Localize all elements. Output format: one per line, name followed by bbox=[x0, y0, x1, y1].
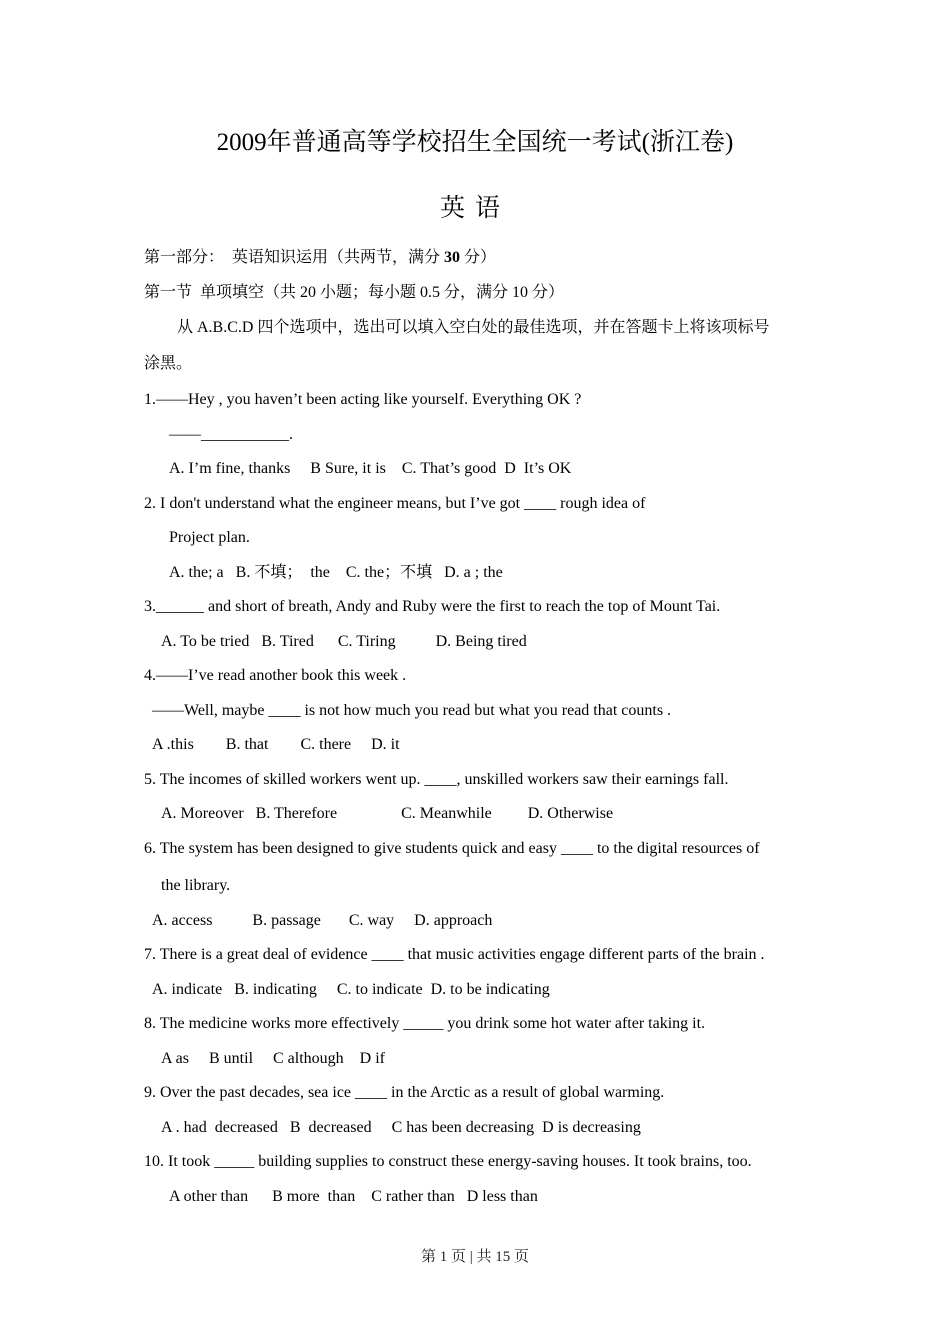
question-5-stem: 5. The incomes of skilled workers went up. ____, unskilled workers saw their earnings fall. bbox=[144, 771, 729, 788]
part-heading bbox=[144, 248, 496, 268]
question-10-stem: 10. It took _____ building supplies to construct these energy-saving houses. It took brains, too. bbox=[144, 1153, 752, 1170]
question-6-options: A. access B. passage C. way D. approach bbox=[152, 912, 493, 929]
question-10-options: A other than B more than C rather than D less than bbox=[169, 1188, 538, 1205]
question-4-response: ——Well, maybe ____ is not how much you read but what you read that counts . bbox=[152, 702, 672, 719]
section-heading: 第一节 单项填空（共 20 小题；每小题 0.5 分，满分 10 分） bbox=[144, 284, 565, 301]
question-8-stem: 8. The medicine works more effectively _____ you drink some hot water after taking it. bbox=[144, 1015, 706, 1032]
exam-title: 2009年普通高等学校招生全国统一考试(浙江卷) bbox=[216, 129, 734, 156]
question-3-stem: 3.______ and short of breath, Andy and Ruby were the first to reach the top of Mount Tai. bbox=[144, 598, 721, 615]
question-2-options: A. the; a B. 不填； the C. the；不填 D. a ; the bbox=[169, 564, 503, 581]
subject-title: 英语 bbox=[439, 195, 510, 222]
part-prefix: 第一部分： 英语知识运用（共两节，满分 bbox=[144, 249, 445, 266]
question-7-options: A. indicate B. indicating C. to indicate D. to be indicating bbox=[152, 981, 550, 998]
question-1-options: A. I’m fine, thanks B Sure, it is C. That’s good D It’s OK bbox=[169, 460, 572, 477]
question-9-stem: 9. Over the past decades, sea ice ____ in the Arctic as a result of global warming. bbox=[144, 1084, 665, 1101]
question-6-stem: 6. The system has been designed to give students quick and easy ____ to the digital resources of bbox=[144, 840, 760, 857]
question-3-options: A. To be tried B. Tired C. Tiring D. Being tired bbox=[161, 633, 527, 650]
page-footer: 第 1 页 | 共 15 页 bbox=[420, 1249, 529, 1265]
question-2-stem: 2. I don't understand what the engineer means, but I’ve got ____ rough idea of bbox=[144, 495, 646, 512]
question-6-stem-cont: the library. bbox=[161, 877, 231, 894]
question-4-stem: 4.——I’ve read another book this week . bbox=[144, 667, 407, 684]
instruction-line-2: 涂黑。 bbox=[144, 355, 193, 372]
question-7-stem: 7. There is a great deal of evidence ____ that music activities engage different parts of the brain . bbox=[144, 946, 765, 963]
part-suffix: 分） bbox=[460, 249, 497, 266]
question-5-options: A. Moreover B. Therefore C. Meanwhile D. Otherwise bbox=[161, 805, 614, 822]
part-score: 30 bbox=[444, 249, 461, 266]
question-1-response: ——___________. bbox=[169, 426, 293, 443]
question-1-stem: 1.——Hey , you haven’t been acting like yourself. Everything OK ? bbox=[144, 391, 582, 408]
instruction-line-1: 从 A.B.C.D 四个选项中，选出可以填入空白处的最佳选项，并在答题卡上将该项标号 bbox=[177, 319, 770, 336]
question-8-options: A as B until C although D if bbox=[161, 1050, 385, 1067]
question-4-options: A .this B. that C. there D. it bbox=[152, 736, 400, 753]
question-9-options: A . had decreased B decreased C has been decreasing D is decreasing bbox=[161, 1119, 641, 1136]
question-2-stem-cont: Project plan. bbox=[169, 529, 250, 546]
